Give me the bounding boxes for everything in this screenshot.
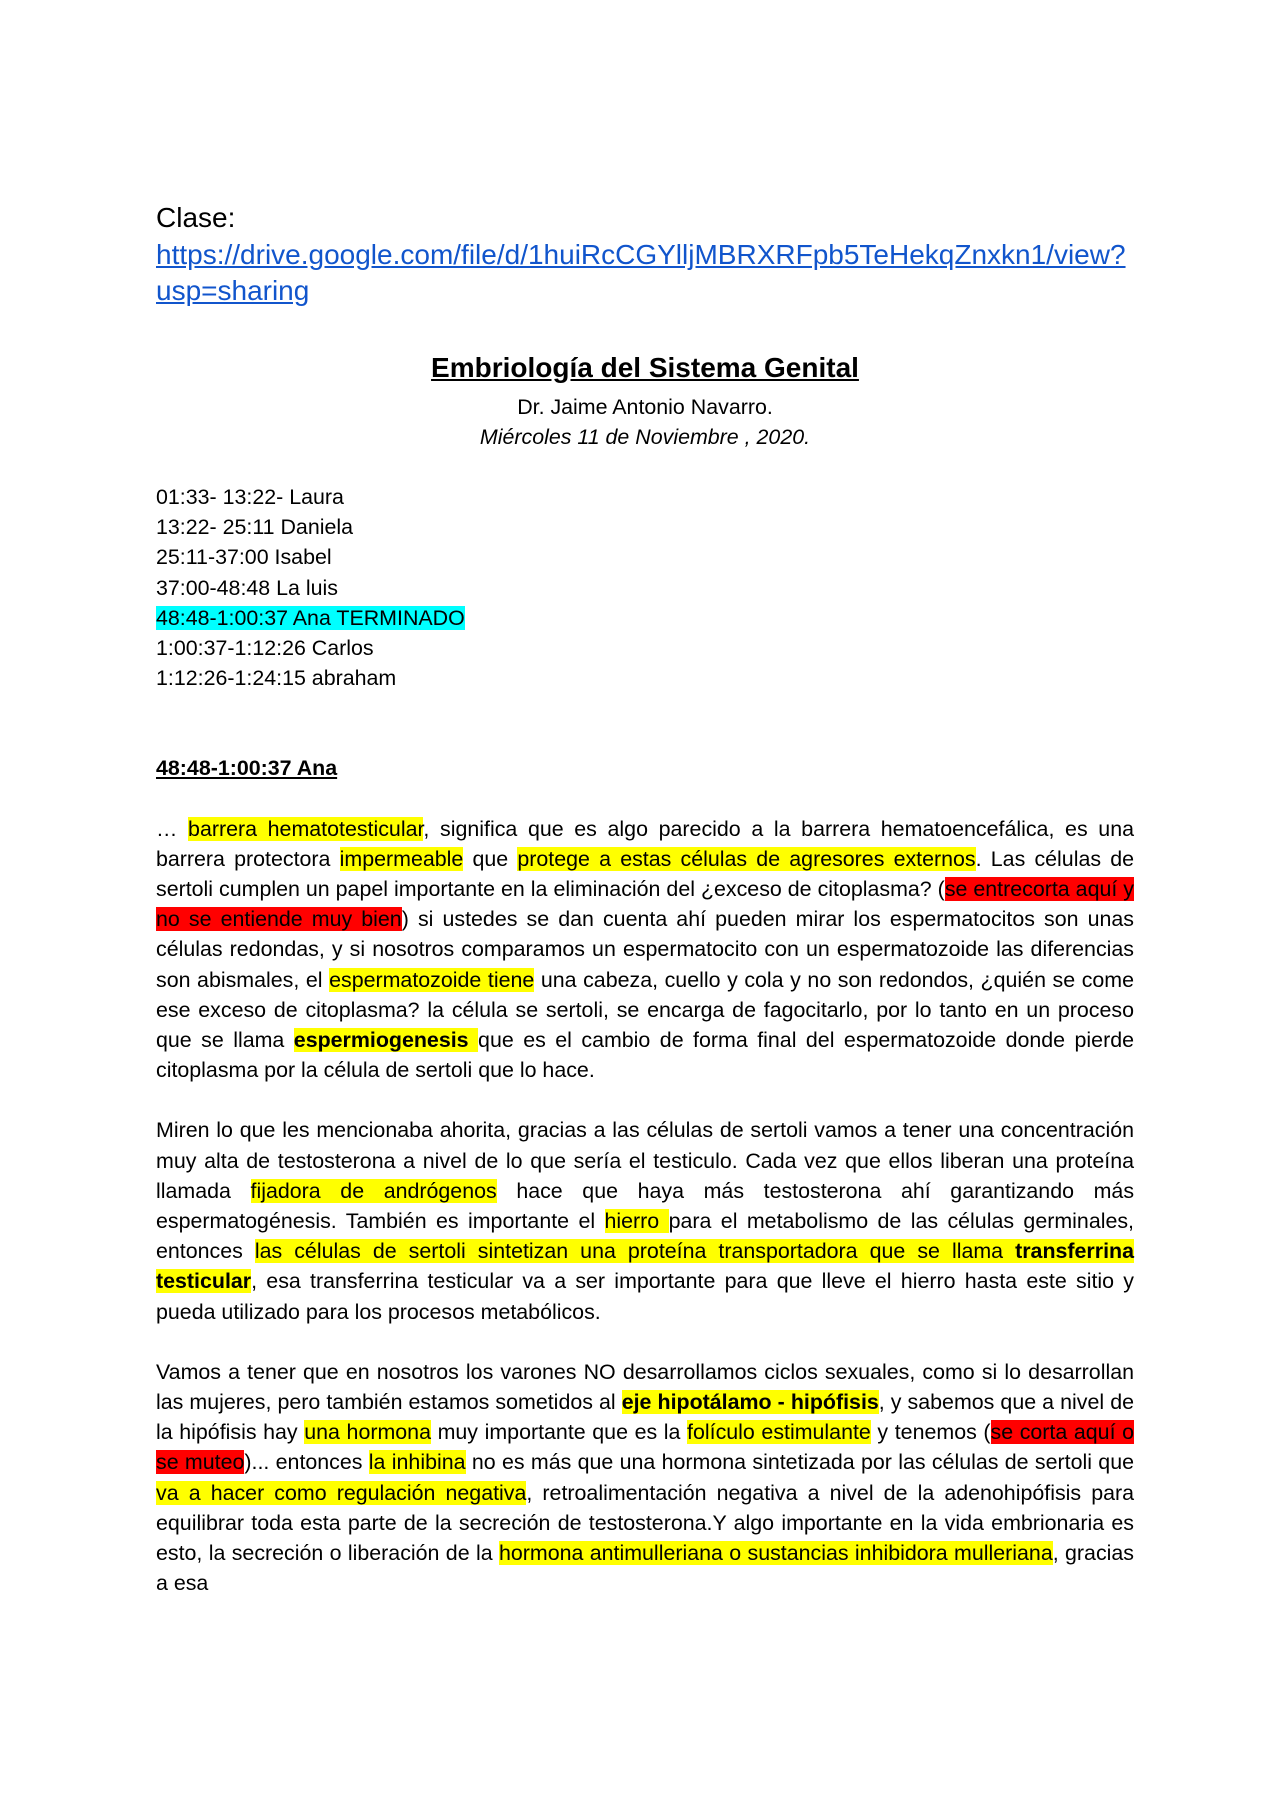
text-run: para el metabolismo de las células germinales, entonces (156, 1208, 1134, 1264)
schedule-text: 37:00-48:48 La luis (156, 575, 338, 600)
highlight-yellow: barrera hematotesticular (188, 816, 424, 841)
schedule-row (156, 663, 1134, 693)
highlight-yellow: fijadora de andrógenos (250, 1178, 497, 1203)
highlight-yellow: una hormona (304, 1420, 431, 1445)
schedule-list (156, 482, 1134, 693)
text-run: una cabeza, cuello y cola y no son redondos, ¿quién se come ese exceso de citoplasma? la célula se sertoli, se encarga de fagocitarlo, por lo tanto en un proceso que se llama (156, 967, 1135, 1052)
document-author: Dr. Jaime Antonio Navarro. (517, 394, 773, 419)
highlight-yellow-bold: transferrina testicular (156, 1239, 1134, 1294)
text-run: . Las células de sertoli cumplen un papel importante en la eliminación del ¿exceso de citoplasma? ( (156, 846, 1135, 901)
schedule-text: 25:11-37:00 Isabel (156, 545, 332, 570)
highlight-red: se entrecorta aquí y no se entiende muy bien (156, 876, 1134, 932)
text-run: … (156, 816, 189, 841)
text-run: , esa transferrina testicular va a ser importante para que lleve el hierro hasta este sitio y pueda utilizado para los procesos metabólicos. (156, 1269, 1134, 1324)
text-run: Miren lo que les mencionaba ahorita, gracias a las células de sertoli vamos a tener una concentración muy alta de testosterona a nivel de lo que sería el testiculo. Cada vez que ellos liberan una proteína llamada (156, 1118, 1134, 1203)
text-run: que es el cambio de forma final del espermatozoide donde pierde citoplasma por la célula de sertoli que lo hace. (156, 1027, 1134, 1083)
paragraph-2 (156, 1115, 1134, 1326)
text-run: , significa que es algo parecido a la barrera hematoencefálica, es una barrera protectora (156, 816, 1134, 871)
class-video-link[interactable]: https://drive.google.com/file/d/1huiRcCGYlljMBRXRFpb5TeHekqZnxkn1/view?usp=sharing (156, 238, 1126, 306)
schedule-text-highlighted: 48:48-1:00:37 Ana TERMINADO (156, 605, 465, 630)
text-run: muy importante que es la (430, 1420, 688, 1445)
schedule-row (156, 633, 1134, 663)
document-page (156, 200, 1134, 1620)
schedule-text: 01:33- 13:22- Laura (156, 484, 344, 509)
highlight-yellow: impermeable (339, 846, 464, 871)
text-run: no es más que una hormona sintetizada por las células de sertoli que (465, 1450, 1134, 1475)
text-run: Vamos a tener que en nosotros los varones NO desarrollamos ciclos sexuales, como si lo desarrollan las mujeres, pero también estamos sometidos al (156, 1359, 1134, 1414)
highlight-yellow: hierro (604, 1208, 669, 1233)
paragraph-1 (156, 814, 1134, 1086)
text-run: ) si ustedes se dan cuenta ahí pueden mirar los espermatocitos son unas células redondas, y si nosotros comparamos un espermatocito con un espermatozoide las diferencias son abismales, el (156, 907, 1134, 992)
schedule-row (156, 482, 1134, 512)
highlight-red: se corta aquí o se muteo (156, 1420, 1135, 1475)
highlight-yellow: hormona antimulleriana o sustancias inhibidora mulleriana (498, 1541, 1053, 1565)
section-heading: 48:48-1:00:37 Ana (156, 756, 338, 781)
highlight-yellow: espermatozoide tiene (329, 967, 535, 992)
schedule-text: 1:00:37-1:12:26 Carlos (156, 635, 374, 660)
text-run: , retroalimentación negativa a nivel de la adenohipófisis para equilibrar toda esta parte de la secreción de testosterona.Y algo importante en la vida embrionaria es esto, la secreción o liberación de la (156, 1480, 1135, 1565)
text-run: hace que haya más testosterona ahí garantizando más espermatogénesis. También es importante el (156, 1178, 1135, 1233)
text-run: )... entonces (244, 1450, 369, 1475)
schedule-row (156, 512, 1134, 542)
highlight-yellow: folículo estimulante (687, 1420, 871, 1445)
highlight-yellow: va a hacer como regulación negativa (156, 1480, 527, 1505)
class-link-block (156, 200, 1134, 310)
schedule-row-highlighted (156, 603, 1134, 633)
schedule-text: 13:22- 25:11 Daniela (156, 515, 354, 540)
text-run: , gracias a esa (156, 1541, 1134, 1596)
text-run: , y sabemos que a nivel de la hipófisis hay (156, 1389, 1134, 1445)
schedule-row (156, 573, 1134, 603)
schedule-text: 1:12:26-1:24:15 abraham (156, 666, 397, 691)
highlight-yellow: las células de sertoli sintetizan una proteína transportadora que se llama (254, 1239, 1016, 1264)
document-date: Miércoles 11 de Noviembre , 2020. (479, 424, 811, 449)
highlight-yellow: protege a estas células de agresores externos (517, 846, 976, 871)
highlight-yellow-bold: espermiogenesis (293, 1027, 479, 1052)
paragraph-3 (156, 1357, 1134, 1599)
document-title: Embriología del Sistema Genital (431, 351, 859, 383)
highlight-yellow: la inhibina (368, 1450, 466, 1475)
text-run: que (463, 846, 518, 871)
text-run: y tenemos ( (870, 1420, 991, 1445)
class-label: Clase: (156, 202, 236, 233)
schedule-row (156, 542, 1134, 572)
highlight-yellow-bold: eje hipotálamo - hipófisis (621, 1389, 879, 1414)
